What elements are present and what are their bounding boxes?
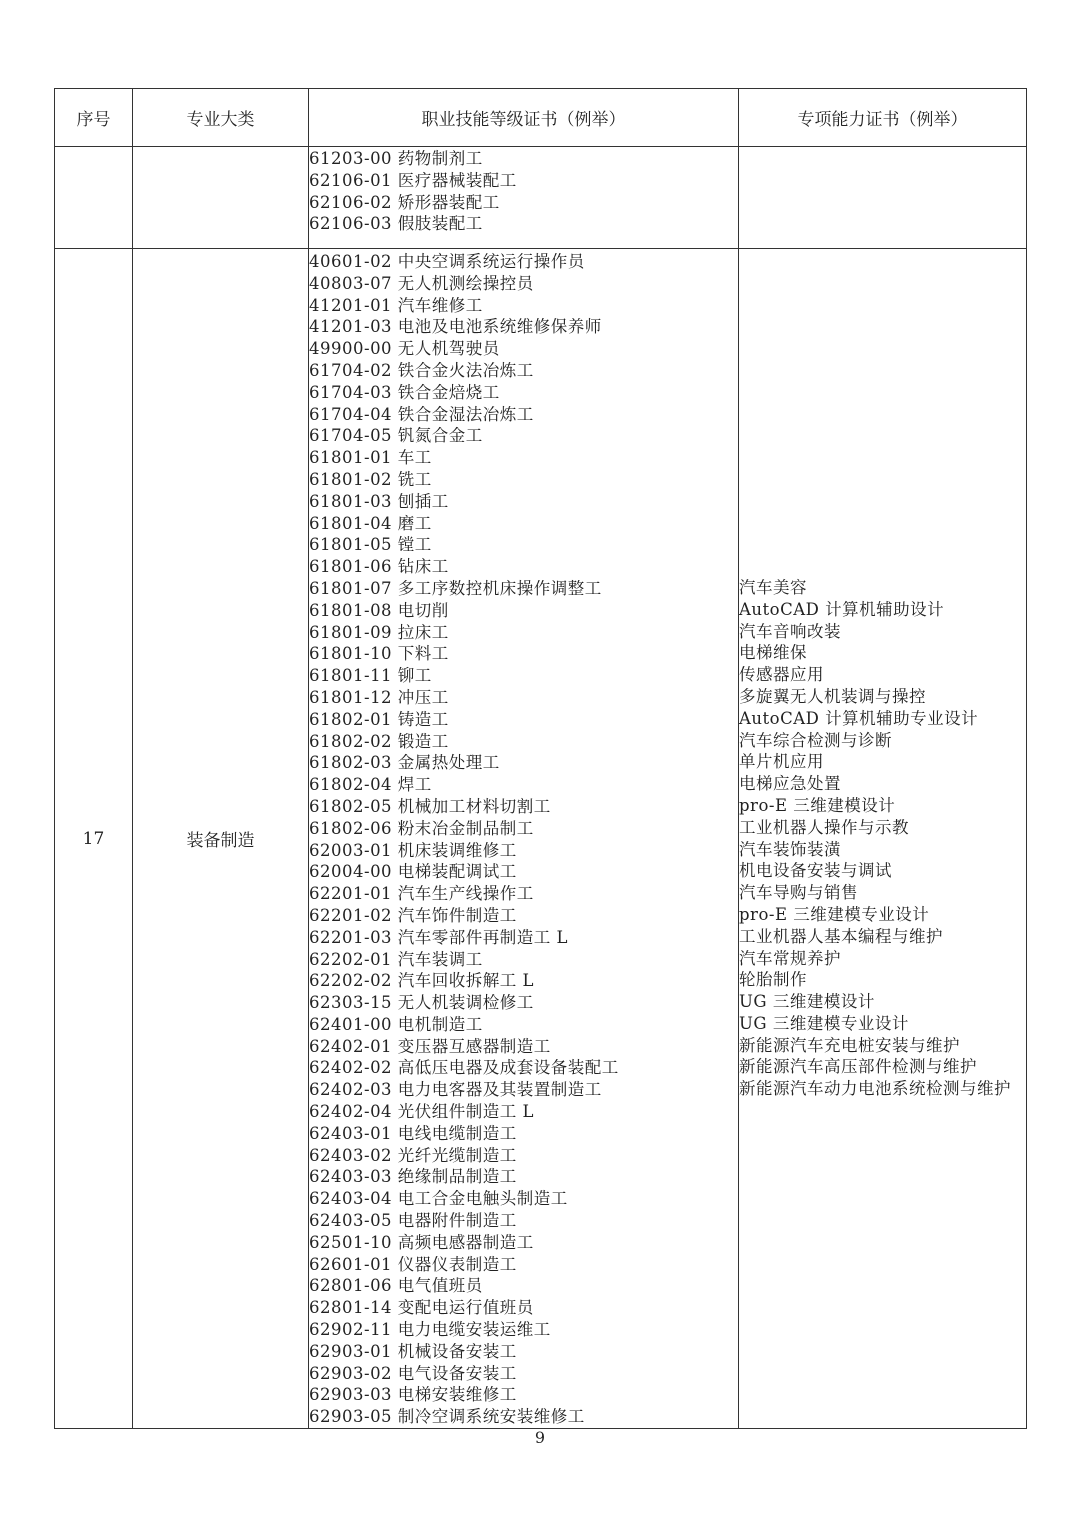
list-item: 汽车常规养护 xyxy=(739,948,841,968)
list-item: 62202-01 汽车装调工 xyxy=(309,949,483,969)
list-item: 41201-01 汽车维修工 xyxy=(309,295,483,315)
list-item: 61704-05 钒氮合金工 xyxy=(309,426,483,446)
list-item: 电梯维保 xyxy=(739,643,807,663)
list-item: 61801-08 电切削 xyxy=(309,600,449,620)
list-item: 工业机器人基本编程与维护 xyxy=(739,926,943,946)
list-item: 62401-00 电机制造工 xyxy=(309,1014,483,1034)
list-item: AutoCAD 计算机辅助专业设计 xyxy=(739,708,979,728)
list-item: 多旋翼无人机装调与操控 xyxy=(739,686,926,706)
list-item: 40803-07 无人机测绘操控员 xyxy=(309,273,534,293)
list-item: 62201-01 汽车生产线操作工 xyxy=(309,884,534,904)
list-item: 62403-01 电线电缆制造工 xyxy=(309,1123,517,1143)
list-item: 61704-04 铁合金湿法冶炼工 xyxy=(309,404,534,424)
list-item: UG 三维建模专业设计 xyxy=(739,1013,909,1033)
list-item: 62106-02 矫形器装配工 xyxy=(309,192,500,212)
table-row xyxy=(55,249,1027,1429)
header-category: 专业大类 xyxy=(133,89,309,147)
list-item: 62903-05 制冷空调系统安装维修工 xyxy=(309,1407,585,1427)
list-item: 61801-02 铣工 xyxy=(309,469,432,489)
list-item: 电梯应急处置 xyxy=(739,774,841,794)
list-item: 62303-15 无人机装调检修工 xyxy=(309,993,534,1013)
list-item: 62902-11 电力电缆安装运维工 xyxy=(309,1320,551,1340)
list-item: 61802-06 粉末冶金制品制工 xyxy=(309,818,534,838)
list-item: UG 三维建模设计 xyxy=(739,992,875,1012)
list-item: 62601-01 仪器仪表制造工 xyxy=(309,1254,517,1274)
list-item: 41201-03 电池及电池系统维修保养师 xyxy=(309,317,602,337)
list-item: 汽车美容 xyxy=(739,577,807,597)
special-cert-list xyxy=(739,577,1026,1100)
certificate-table xyxy=(54,88,1027,1429)
list-item: pro-E 三维建模设计 xyxy=(739,795,896,815)
list-item: 61801-11 铆工 xyxy=(309,666,432,686)
list-item: pro-E 三维建模专业设计 xyxy=(739,904,930,924)
list-item: 61203-00 药物制剂工 xyxy=(309,149,483,168)
list-item: 62402-03 电力电客器及其装置制造工 xyxy=(309,1080,602,1100)
header-skill-certs: 职业技能等级证书（例举） xyxy=(309,89,739,147)
list-item: 62402-01 变压器互感器制造工 xyxy=(309,1036,551,1056)
list-item: 61802-04 焊工 xyxy=(309,775,432,795)
list-item: 62801-06 电气值班员 xyxy=(309,1276,483,1296)
list-item: 62501-10 高频电感器制造工 xyxy=(309,1232,534,1252)
list-item: 62202-02 汽车回收拆解工 L xyxy=(309,971,535,991)
skill-cert-list xyxy=(309,251,738,1428)
table-header-row xyxy=(55,89,1027,147)
list-item: 61801-01 车工 xyxy=(309,448,432,468)
list-item: 61802-05 机械加工材料切割工 xyxy=(309,796,551,816)
list-item: 工业机器人操作与示教 xyxy=(739,817,909,837)
list-item: 单片机应用 xyxy=(739,752,824,772)
list-item: 62403-04 电工合金电触头制造工 xyxy=(309,1189,568,1209)
special-certs-cell xyxy=(739,249,1027,1429)
page-number: 9 xyxy=(534,1428,546,1447)
list-item: 62201-02 汽车饰件制造工 xyxy=(309,905,517,925)
list-item: 61802-02 锻造工 xyxy=(309,731,449,751)
list-item: 61802-01 铸造工 xyxy=(309,709,449,729)
header-special-certs: 专项能力证书（例举） xyxy=(739,89,1027,147)
list-item: 62903-02 电气设备安装工 xyxy=(309,1363,517,1383)
list-item: 62801-14 变配电运行值班员 xyxy=(309,1298,534,1318)
list-item: 汽车音响改装 xyxy=(739,621,841,641)
table-row xyxy=(55,147,1027,249)
list-item: 40601-02 中央空调系统运行操作员 xyxy=(309,252,585,271)
list-item: 汽车装饰装潢 xyxy=(739,839,841,859)
skill-cert-list xyxy=(309,148,738,235)
list-item: 62403-02 光纤光缆制造工 xyxy=(309,1145,517,1165)
header-seq: 序号 xyxy=(55,89,133,147)
list-item: 轮胎制作 xyxy=(739,970,807,990)
list-item: 汽车导购与销售 xyxy=(739,883,858,903)
list-item: 新能源汽车充电桩安装与维护 xyxy=(739,1035,960,1055)
list-item: 61704-02 铁合金火法冶炼工 xyxy=(309,360,534,380)
list-item: 新能源汽车动力电池系统检测与维护 xyxy=(739,1079,1011,1099)
list-item: 62003-01 机床装调维修工 xyxy=(309,840,517,860)
list-item: 49900-00 无人机驾驶员 xyxy=(309,339,500,359)
list-item: 62903-01 机械设备安装工 xyxy=(309,1341,517,1361)
list-item: 机电设备安装与调试 xyxy=(739,861,892,881)
list-item: 61801-06 钻床工 xyxy=(309,557,449,577)
list-item: 61801-10 下料工 xyxy=(309,644,449,664)
list-item: 61801-09 拉床工 xyxy=(309,622,449,642)
category-cell xyxy=(133,147,309,249)
skill-certs-cell xyxy=(309,147,739,249)
category-cell: 装备制造 xyxy=(133,249,309,1429)
skill-certs-cell xyxy=(309,249,739,1429)
list-item: 62403-05 电器附件制造工 xyxy=(309,1211,517,1231)
list-item: 61801-03 刨插工 xyxy=(309,491,449,511)
list-item: 61801-05 镗工 xyxy=(309,535,432,555)
list-item: AutoCAD 计算机辅助设计 xyxy=(739,599,945,619)
list-item: 62201-03 汽车零部件再制造工 L xyxy=(309,927,569,947)
list-item: 62903-03 电梯安装维修工 xyxy=(309,1385,517,1405)
seq-cell xyxy=(55,147,133,249)
list-item: 传感器应用 xyxy=(739,665,824,685)
list-item: 62106-01 医疗器械装配工 xyxy=(309,170,517,190)
list-item: 62403-03 绝缘制品制造工 xyxy=(309,1167,517,1187)
list-item: 62402-02 高低压电器及成套设备装配工 xyxy=(309,1058,619,1078)
list-item: 61704-03 铁合金焙烧工 xyxy=(309,382,500,402)
list-item: 62402-04 光伏组件制造工 L xyxy=(309,1102,535,1122)
list-item: 新能源汽车高压部件检测与维护 xyxy=(739,1057,977,1077)
list-item: 61801-12 冲压工 xyxy=(309,687,449,707)
list-item: 61801-04 磨工 xyxy=(309,513,432,533)
list-item: 62004-00 电梯装配调试工 xyxy=(309,862,517,882)
special-certs-cell xyxy=(739,147,1027,249)
list-item: 62106-03 假肢装配工 xyxy=(309,214,483,234)
list-item: 61802-03 金属热处理工 xyxy=(309,753,500,773)
list-item: 汽车综合检测与诊断 xyxy=(739,730,892,750)
seq-cell: 17 xyxy=(55,249,133,1429)
list-item: 61801-07 多工序数控机床操作调整工 xyxy=(309,578,602,598)
